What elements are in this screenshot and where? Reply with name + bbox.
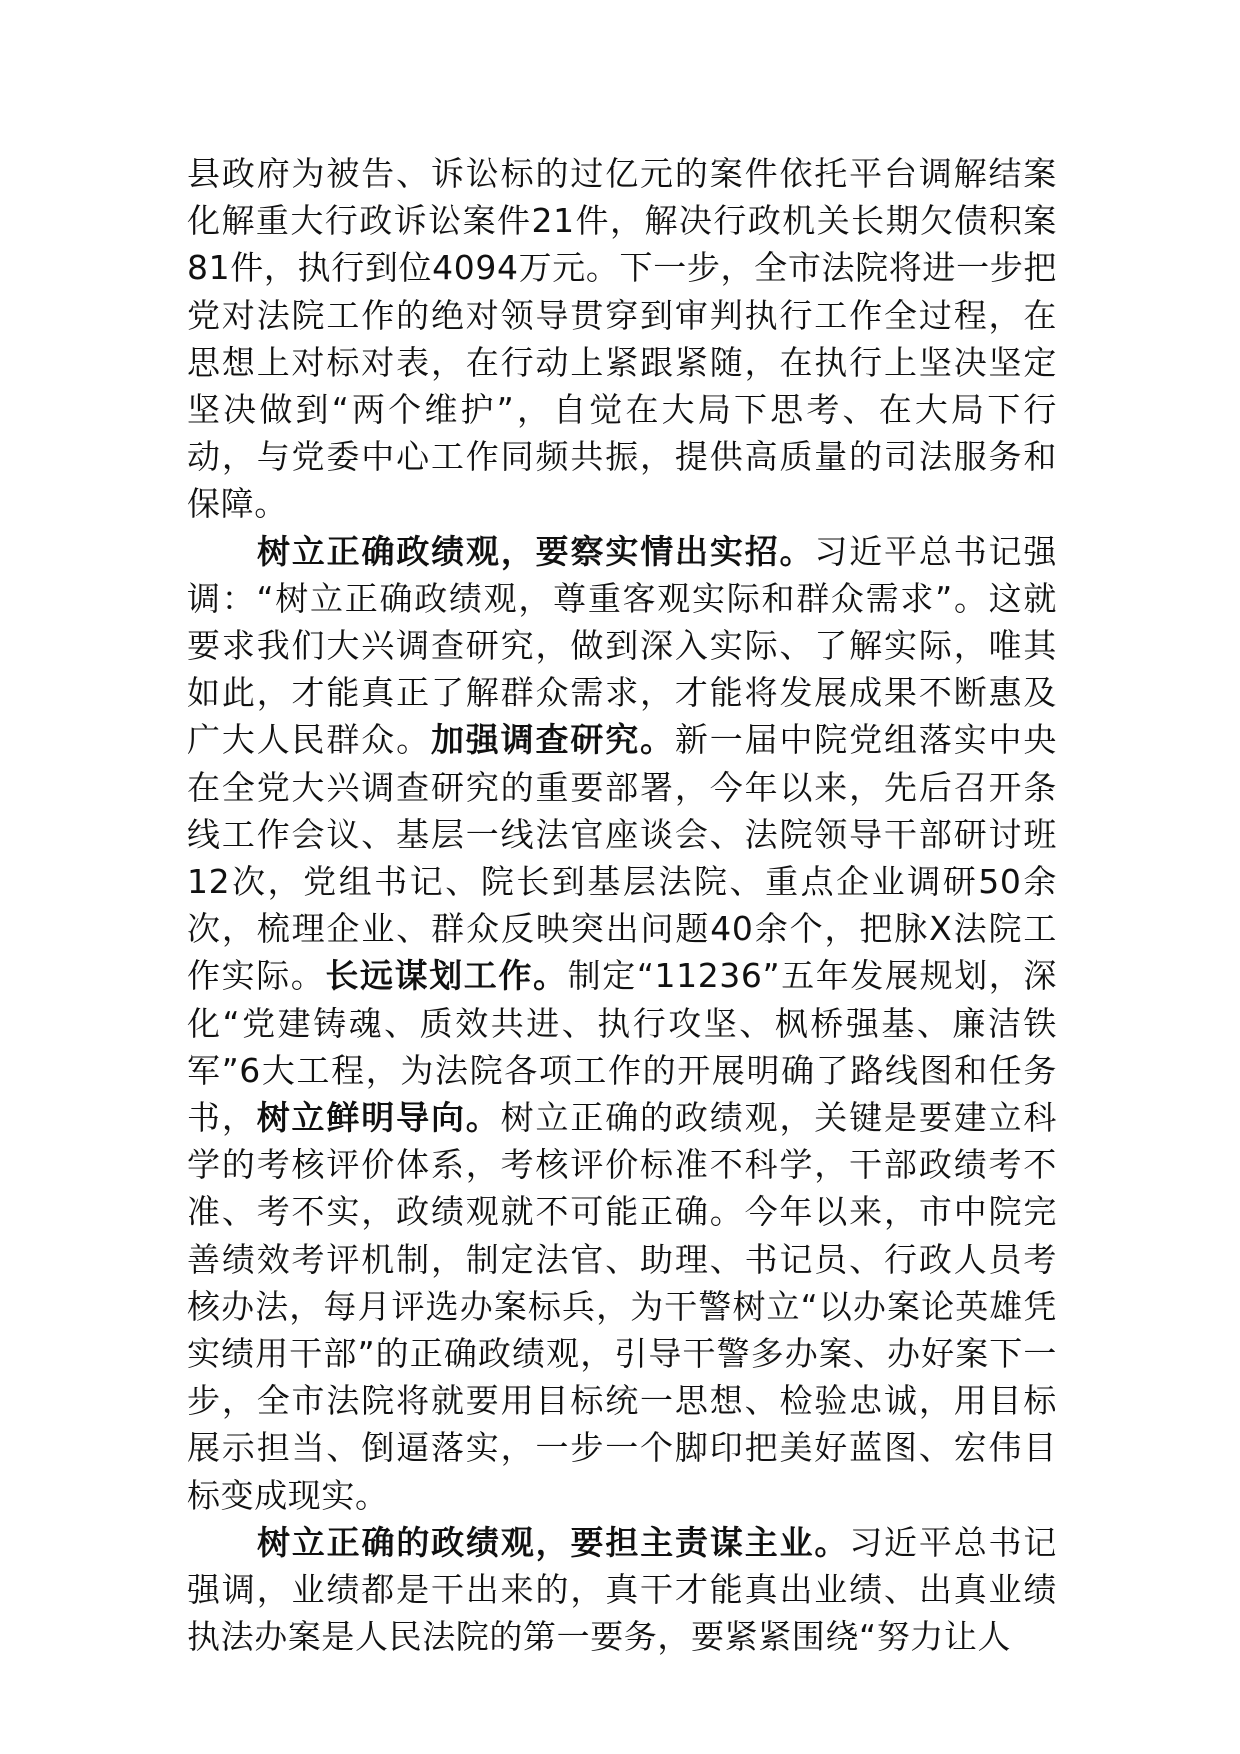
bold-heading-run: 树立鲜明导向。 — [256, 1098, 501, 1138]
text-run: 习近平总书记强调，业绩都是干出来的，真干才能真出业绩、出真业绩执法办案是人民法院的第一要务，要紧紧围绕“努力让人 — [187, 1522, 1057, 1657]
bold-heading-run: 树立正确政绩观，要察实情出实招。 — [257, 531, 815, 571]
body-paragraph — [187, 1519, 1057, 1661]
body-paragraph — [187, 150, 1057, 528]
document-body — [187, 150, 1057, 1661]
bold-heading-run: 加强调查研究。 — [430, 720, 675, 760]
text-run: 习近平总书记强调：“树立正确政绩观，尊重客观实际和群众需求”。这就要求我们大兴调查研究，做到深入实际、了解实际，唯其如此，才能真正了解群众需求，才能将发展成果不断惠及广大人民群众。 — [187, 531, 1057, 760]
text-run: 县政府为被告、诉讼标的过亿元的案件依托平台调解结案化解重大行政诉讼案件21件，解决行政机关长期欠债积案81件，执行到位4094万元。下一步，全市法院将进一步把党对法院工作的绝对领导贯穿到审判执行工作全过程，在思想上对标对表，在行动上紧跟紧随，在执行上坚决坚定坚决做到“两个维护”，自觉在大局下思考、在大局下行动，与党委中心工作同频共振，提供高质量的司法服务和保障。 — [187, 154, 1057, 524]
text-run: 新一届中院党组落实中央在全党大兴调查研究的重要部署，今年以来，先后召开条线工作会议、基层一线法官座谈会、法院领导干部研讨班12次，党组书记、院长到基层法院、重点企业调研50余次，梳理企业、群众反映突出问题40余个，把脉X法院工作实际。 — [187, 720, 1057, 996]
body-paragraph — [187, 528, 1057, 1519]
bold-heading-run: 树立正确的政绩观，要担主责谋主业。 — [257, 1522, 850, 1562]
text-run: 制定“11236”五年发展规划，深化“党建铸魂、质效共进、执行攻坚、枫桥强基、廉洁铁军”6大工程，为法院各项工作的开展明确了路线图和任务书， — [187, 956, 1058, 1138]
bold-heading-run: 长远谋划工作。 — [325, 956, 568, 996]
text-run: 树立正确的政绩观，关键是要建立科学的考核评价体系，考核评价标准不科学，干部政绩考不准、考不实，政绩观就不可能正确。今年以来，市中院完善绩效考评机制，制定法官、助理、书记员、行政人员考核办法，每月评选办案标兵，为干警树立“以办案论英雄凭实绩用干部”的正确政绩观，引导干警多办案、办好案下一步，全市法院将就要用目标统一思想、检验忠诚，用目标展示担当、倒逼落实，一步一个脚印把美好蓝图、宏伟目标变成现实。 — [187, 1098, 1057, 1515]
